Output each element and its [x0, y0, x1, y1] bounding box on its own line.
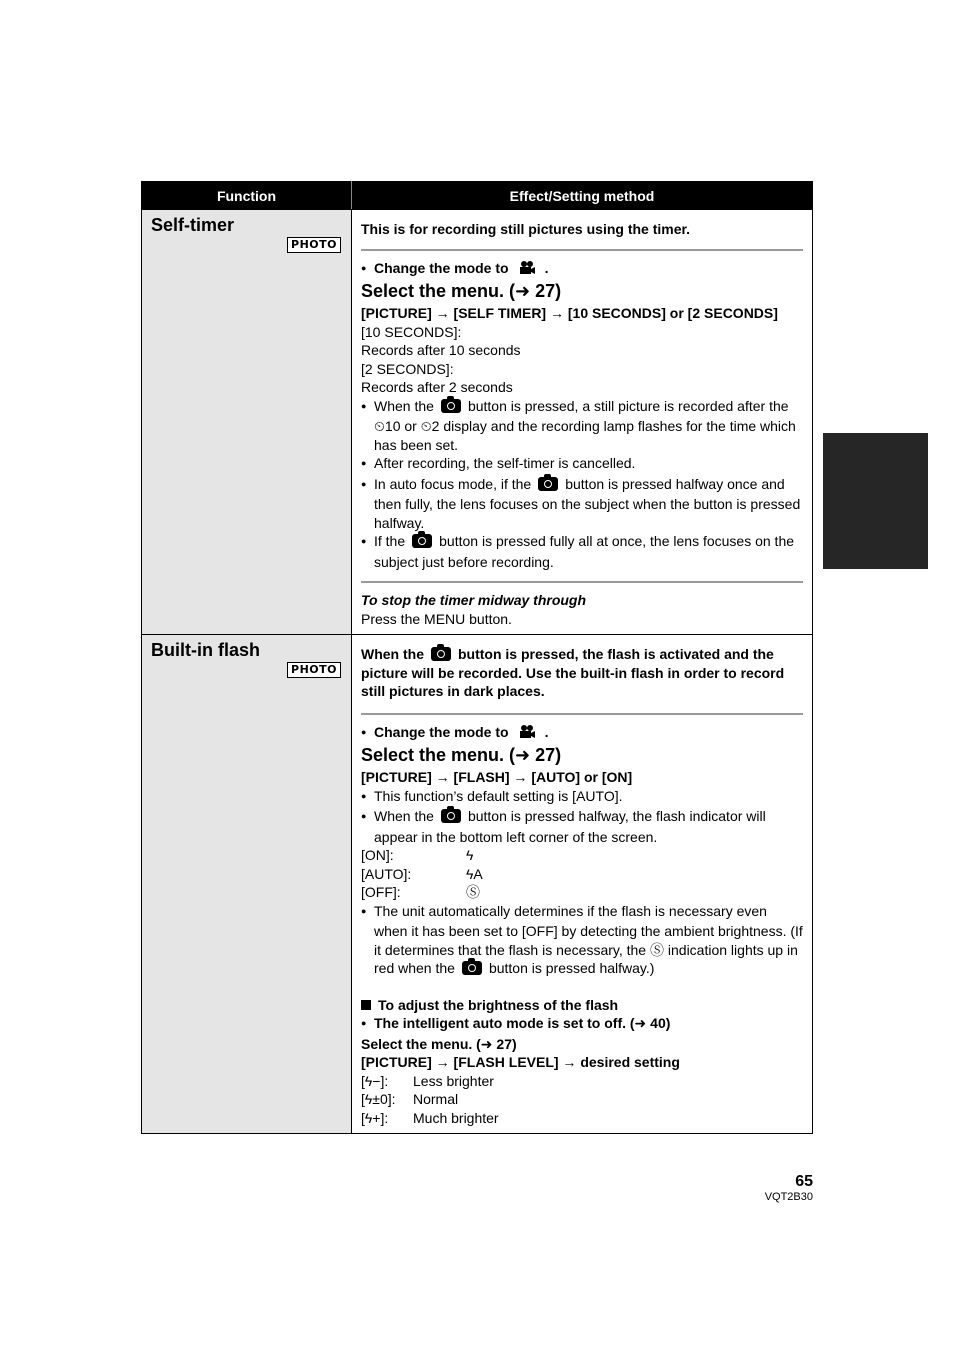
flash-effect-cell: [352, 635, 813, 1134]
header-effect: Effect/Setting method: [352, 182, 813, 210]
period: .: [544, 259, 549, 276]
page-number: 65: [795, 1173, 813, 1190]
menu-path: [PICTURE] → [SELF TIMER] → [10 SECONDS] or [2 SECONDS]: [361, 305, 778, 321]
chapter-side-tab: [823, 433, 928, 569]
divider: [361, 581, 803, 583]
menu-path: [PICTURE] → [FLASH] → [AUTO] or [ON]: [361, 769, 633, 785]
flash-setting-row: [ON]: ϟ: [361, 847, 474, 863]
bullet-item: ● After recording, the self-timer is cancelled.: [361, 454, 803, 475]
self-timer-intro: This is for recording still pictures using the timer.: [361, 221, 691, 237]
adjust-brightness-heading: To adjust the brightness of the flash: [361, 996, 803, 1015]
movie-camera-icon: [519, 725, 535, 739]
bullet-item: ● If the button is pressed fully all at once, the lens focuses on the subject just before recording.: [361, 532, 803, 571]
document-code: VQT2B30: [764, 1191, 813, 1203]
camera-icon: [538, 477, 558, 491]
stop-timer-text: Press the MENU button.: [361, 610, 512, 627]
camera-icon: [441, 809, 461, 823]
camera-icon: [441, 399, 461, 413]
flash-setting-row: [AUTO]: ϟA: [361, 865, 483, 882]
flash-off-icon: Ⓢ: [650, 941, 664, 958]
table-header-row: [142, 182, 813, 210]
flash-off-icon: Ⓢ: [466, 884, 480, 900]
bullet-item: ● This function’s default setting is [AUTO].: [361, 787, 803, 808]
photo-mode-badge: PHOTO: [287, 662, 341, 678]
flash-setting-row: [OFF]: Ⓢ: [361, 884, 480, 900]
flash-intro: When the button is pressed, the flash is activated and the picture will be recorded. Use the built-in flash in order to record still pictures in dark places.: [361, 646, 785, 699]
setting-line: [10 SECONDS]:: [361, 323, 462, 340]
camera-icon: [431, 647, 451, 661]
square-bullet-icon: [361, 1000, 371, 1010]
divider: [361, 713, 803, 715]
stop-timer-heading: To stop the timer midway through: [361, 592, 587, 608]
self-timer-title: Self-timer: [151, 215, 235, 235]
adjust-select-menu: Select the menu. (➜ 27): [361, 1035, 517, 1052]
setting-line: Records after 10 seconds: [361, 342, 521, 358]
camera-icon: [462, 961, 482, 975]
photo-mode-badge: PHOTO: [287, 237, 341, 253]
flash-title: Built-in flash: [151, 640, 260, 660]
period: .: [544, 723, 549, 740]
flash-level-row: [ϟ−]: Less brighter: [361, 1072, 494, 1089]
change-mode-text: Change the mode to: [374, 723, 509, 740]
flash-on-icon: ϟ: [466, 847, 474, 863]
flash-level-row: [ϟ+]: Much brighter: [361, 1109, 499, 1126]
adjust-menu-path: [PICTURE] → [FLASH LEVEL] → desired setting: [361, 1054, 680, 1070]
select-menu-heading: Select the menu. (➜ 27): [361, 281, 562, 301]
setting-line: [2 SECONDS]:: [361, 360, 454, 377]
select-menu-heading: Select the menu. (➜ 27): [361, 745, 562, 765]
flash-auto-icon: ϟA: [466, 865, 483, 882]
divider: [361, 249, 803, 251]
camera-icon: [412, 534, 432, 548]
change-mode-line: [361, 723, 803, 744]
change-mode-text: Change the mode to: [374, 259, 509, 276]
change-mode-line: [361, 259, 803, 280]
setting-line: Records after 2 seconds: [361, 379, 513, 395]
bullet-item: ● When the button is pressed halfway, the flash indicator will appear in the bottom left corner of the screen.: [361, 807, 803, 846]
function-table: [141, 181, 813, 1134]
bullet-item: ● When the button is pressed, a still picture is recorded after the ⏲10 or ⏲2 display and the recording lamp flashes for the time which has been set.: [361, 397, 803, 455]
table-row: [142, 210, 813, 635]
self-timer-function-cell: [142, 210, 352, 635]
bullet-item: ● The intelligent auto mode is set to off. (➜ 40): [361, 1014, 803, 1035]
movie-camera-icon: [519, 261, 535, 275]
bullet-item: ● The unit automatically determines if the flash is necessary even when it has been set to [OFF] by detecting the ambient brightness. (If it determines that the flash is necessary, the Ⓢ indication lights up in red when the button is pressed halfway.): [361, 902, 803, 978]
self-timer-effect-cell: [352, 210, 813, 635]
flash-level-row: [ϟ±0]: Normal: [361, 1091, 459, 1107]
table-row: [142, 635, 813, 1134]
header-function: Function: [142, 182, 352, 210]
bullet-item: ● In auto focus mode, if the button is pressed halfway once and then fully, the lens focuses on the subject when the button is pressed halfway.: [361, 475, 803, 533]
flash-function-cell: [142, 635, 352, 1134]
